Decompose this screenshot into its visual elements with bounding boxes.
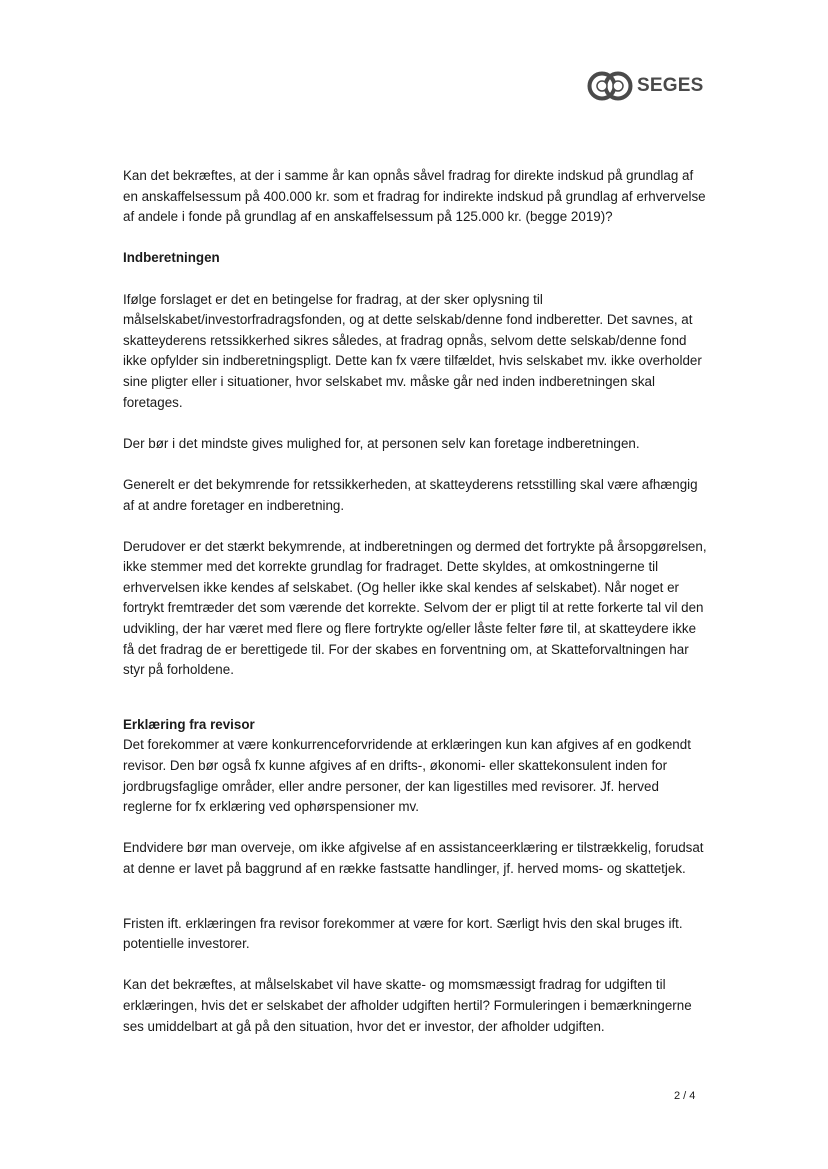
paragraph: Endvidere bør man overveje, om ikke afgivelse af en assistanceerklæring er tilstrækkelig, forudsat at denne er lavet på baggrund af en række fastsatte handlinger, jf. herved moms- og skattetjek. (123, 840, 704, 876)
paragraph: Fristen ift. erklæringen fra revisor forekommer at være for kort. Særligt hvis den skal bruges ift. potentielle investorer. (123, 915, 683, 952)
document-body (123, 166, 709, 1037)
paragraph: Kan det bekræftes, at målselskabet vil have skatte- og momsmæssigt fradrag for udgiften til erklæringen, hvis det er selskabet der afholder udgiften hertil? Formuleringen i bemærkningerne ses umiddelbart at gå på den situation, hvor det er investor, der afholder udgiften. (123, 977, 692, 1034)
logo-wordmark: SEGES (637, 75, 704, 96)
section-heading-indberetning: Indberetningen (123, 250, 220, 266)
paragraph: Generelt er det bekymrende for retssikkerheden, at skatteyderens retsstilling skal være afhængig af at andre foretager en indberetning. (123, 476, 698, 513)
seges-logo-icon (587, 71, 633, 101)
section-heading-revisor: Erklæring fra revisor (123, 716, 255, 732)
intro-paragraph: Kan det bekræftes, at der i samme år kan opnås såvel fradrag for direkte indskud på grundlag af en anskaffelsessum på 400.000 kr. som et fradrag for indirekte indskud på grundlag af erhvervelse af andele i fonde på grundlag af en anskaffelsessum på 125.000 kr. (begge 2019)? (123, 168, 706, 225)
paragraph: Der bør i det mindste gives mulighed for, at personen selv kan foretage indberetningen. (123, 435, 640, 451)
paragraph: Derudover er det stærkt bekymrende, at indberetningen og dermed det fortrykte på årsopgørelsen, ikke stemmer med det korrekte grundlag for fradraget. Dette skyldes, at omkostningerne til erhvervelsen ikke kendes af selskabet. (Og heller ikke skal kendes af selskabet). Når noget er fortrykt fremtræder det som værende det korrekte. Selvom der er pligt til at rette forkerte tal vil den udvikling, der har været med flere og flere fortrykte og/eller låste felter føre til, at skatteydere ikke få det fradrag de er berettigede til. For der skabes en forventning om, at Skatteforvaltningen har styr på forholdene. (123, 538, 707, 678)
paragraph: Ifølge forslaget er det en betingelse for fradrag, at der sker oplysning til målselskabet/investorfradragsfonden, og at dette selskab/denne fond indberetter. Det savnes, at skatteyderens retssikkerhed sikres således, at fradrag opnås, selvom dette selskab/denne fond ikke opfylder sin indberetningspligt. Dette kan fx være tilfældet, hvis selskabet mv. ikke overholder sine pligter eller i situationer, hvor selskabet mv. måske går ned inden indberetningen skal foretages. (123, 291, 702, 410)
seges-logo (587, 71, 703, 101)
paragraph: Det forekommer at være konkurrenceforvridende at erklæringen kun kan afgives af en godkendt revisor. Den bør også fx kunne afgives af en drifts-, økonomi- eller skattekonsulent inden for jordbrugsfaglige områder, eller andre personer, der kan ligestilles med revisorer. Jf. herved reglerne for fx erklæring ved ophørspensioner mv. (123, 737, 691, 815)
page-number: 2 / 4 (674, 1090, 696, 1102)
